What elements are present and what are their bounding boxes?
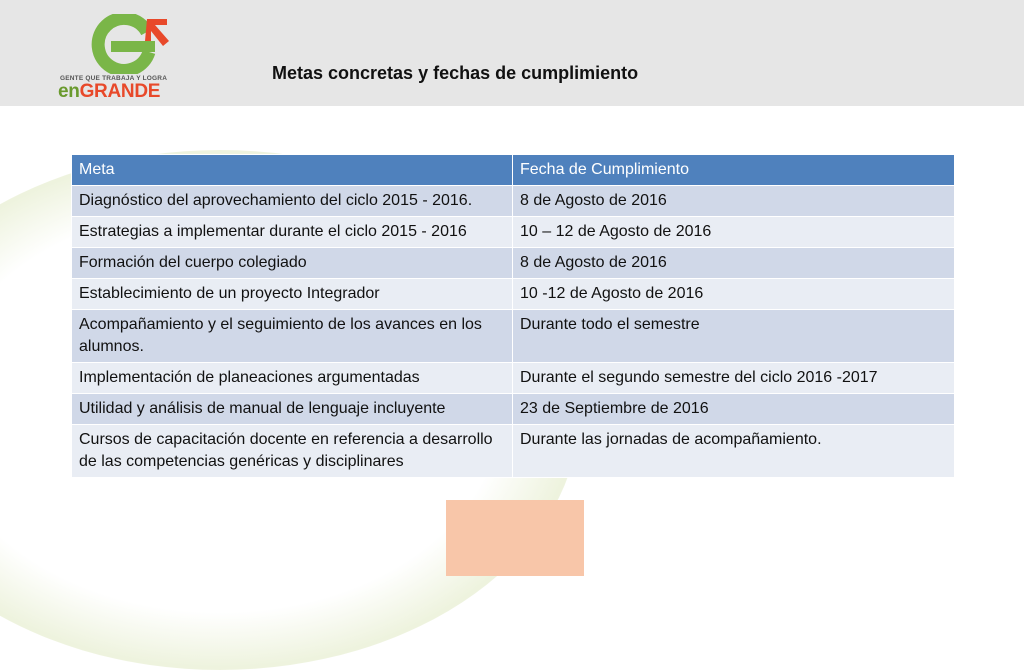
cell-meta: Estrategias a implementar durante el ciclo 2015 - 2016: [72, 217, 513, 248]
cell-fecha: 8 de Agosto de 2016: [513, 248, 955, 279]
table-row: [72, 279, 955, 310]
cell-fecha: 8 de Agosto de 2016: [513, 186, 955, 217]
cell-meta: Diagnóstico del aprovechamiento del ciclo 2015 - 2016.: [72, 186, 513, 217]
cell-fecha: 10 -12 de Agosto de 2016: [513, 279, 955, 310]
cell-fecha: Durante las jornadas de acompañamiento.: [513, 425, 955, 478]
column-header-meta: Meta: [72, 155, 513, 186]
logo-brand-main: GRANDE: [79, 81, 161, 102]
logo-tagline: GENTE QUE TRABAJA Y LOGRA: [60, 75, 168, 82]
cell-fecha: Durante todo el semestre: [513, 310, 955, 363]
table-row: [72, 248, 955, 279]
column-header-fecha: Fecha de Cumplimiento: [513, 155, 955, 186]
table-row: [72, 394, 955, 425]
table-header-row: [72, 155, 955, 186]
cell-meta: Establecimiento de un proyecto Integrador: [72, 279, 513, 310]
cell-meta: Cursos de capacitación docente en referencia a desarrollo de las competencias genéricas y disciplinares: [72, 425, 513, 478]
logo-brand: [58, 82, 160, 102]
cell-meta: Implementación de planeaciones argumentadas: [72, 363, 513, 394]
cell-meta: Acompañamiento y el seguimiento de los avances en los alumnos.: [72, 310, 513, 363]
table-row: [72, 363, 955, 394]
table-row: [72, 186, 955, 217]
cell-fecha: Durante el segundo semestre del ciclo 2016 -2017: [513, 363, 955, 394]
cell-fecha: 23 de Septiembre de 2016: [513, 394, 955, 425]
table-row: [72, 217, 955, 248]
table-row: [72, 425, 955, 478]
cell-meta: Utilidad y análisis de manual de lenguaje incluyente: [72, 394, 513, 425]
logo-g-mark-icon: [55, 14, 207, 74]
table-row: [72, 310, 955, 363]
decorative-footer-block: [446, 500, 584, 576]
goals-table: [71, 154, 955, 478]
cell-meta: Formación del cuerpo colegiado: [72, 248, 513, 279]
page-title: Metas concretas y fechas de cumplimiento: [272, 63, 639, 83]
engrande-logo: [55, 14, 207, 102]
cell-fecha: 10 – 12 de Agosto de 2016: [513, 217, 955, 248]
logo-brand-prefix: en: [58, 81, 80, 102]
